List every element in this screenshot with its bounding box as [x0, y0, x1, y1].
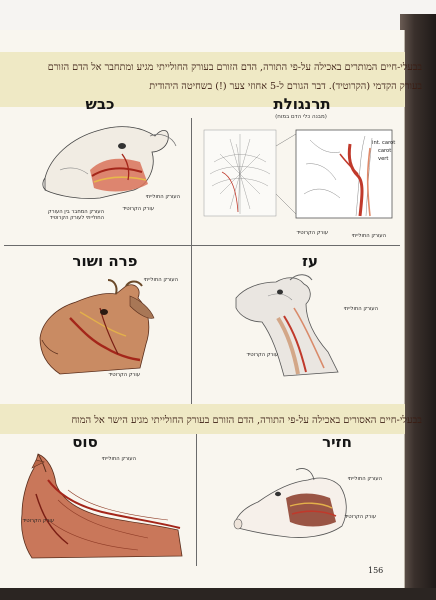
- goat-label-carotid: עורק הקרוטיד: [246, 352, 278, 358]
- intro-text: בבעלי-חיים המותרים באכילה על-פי התורה, הדם הזורם בעורק החולייתי מגיע ומתחבר אל הדם הזורם בעורק הקדמי (הקרוטיד). דבר הגורם ל-5 אחוזי צער (!) בשחיטה היהודית: [47, 62, 422, 92]
- pig-label-vertebral: העורק החולייתי: [347, 476, 382, 482]
- sheep-label-junction: העורק המחבר בין העורק החולייתי לעורק הקרוטיד: [47, 209, 104, 222]
- scan-background-top: [0, 0, 436, 34]
- pig-label-carotid: עורק הקרוטיד: [344, 514, 376, 520]
- goat-title: עז: [302, 252, 318, 270]
- scan-background-bottom: [0, 588, 436, 600]
- chicken-label-carot: carot: [378, 148, 392, 154]
- horse-label-vertebral: העורק החולייתי: [101, 456, 136, 462]
- cow-head-illustration: [30, 278, 160, 378]
- chicken-label-vert: vert: [378, 156, 389, 162]
- cow-label-vertebral: העורק החולייתי: [143, 277, 178, 283]
- column-divider-bottom: [196, 434, 197, 566]
- chicken-subtitle: (מבנה כלי הדם במוח): [275, 114, 327, 120]
- sheep-label-carotid: עורק הקרוטיד: [122, 206, 154, 212]
- goat-head-illustration: [228, 272, 348, 382]
- page-number: 156: [368, 566, 384, 575]
- cow-label-carotid: עורק הקרוטיד: [108, 372, 140, 378]
- horse-title: סוס: [72, 433, 98, 451]
- pig-title: חזיר: [322, 433, 352, 451]
- chicken-label-carotid: עורק הקרוטיד: [296, 230, 328, 236]
- forbidden-text: בבעלי-חיים האסורים באכילה על-פי התורה, הדם הזורם בעורק החולייתי מגיע הישר אל המוח: [71, 415, 422, 426]
- column-divider-top: [191, 118, 192, 404]
- horse-neck-illustration: [8, 450, 188, 560]
- book-spine: [400, 14, 436, 600]
- chicken-label-int-carot: int. carot: [372, 140, 396, 146]
- chicken-title: תרנגולת: [273, 95, 331, 113]
- goat-label-vertebral: העורק החולייתי: [343, 306, 378, 312]
- pig-head-illustration: [232, 462, 352, 542]
- chicken-vessels-illustration: [200, 124, 398, 224]
- cow-title: פרה ושור: [72, 252, 138, 270]
- horse-label-carotid: עורק הקרוטיד: [22, 518, 54, 524]
- row-divider: [4, 245, 400, 246]
- chicken-label-vertebral: העורק החולייתי: [351, 233, 386, 239]
- sheep-label-vertebral: העורק החולייתי: [145, 194, 180, 200]
- sheep-title: כבש: [85, 95, 115, 113]
